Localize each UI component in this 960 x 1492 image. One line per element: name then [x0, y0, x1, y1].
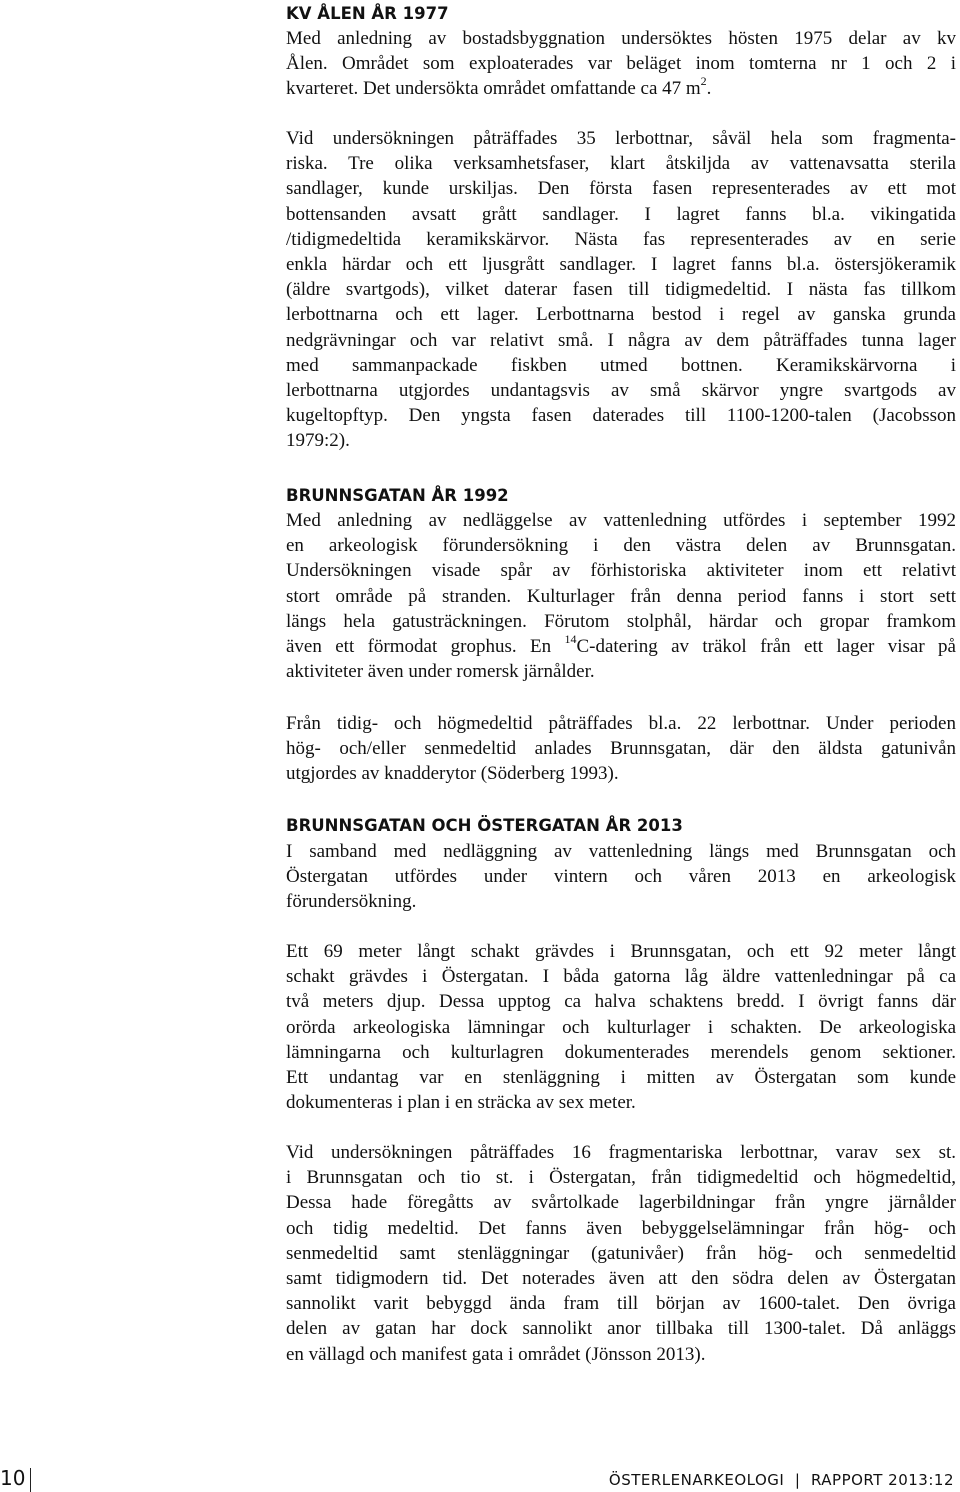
text-line: i Brunnsgatan och tio st. i Östergatan, från tidigmedeltid och högmedeltid, — [286, 1167, 956, 1189]
text-line: kugeltopftyp. Den yngsta fasen daterades till 1100-1200-talen (Jacobsson — [286, 405, 956, 427]
paragraph-brunnsgatan-1992-1 — [286, 508, 956, 684]
text-line: orörda arkeologiska lämningar och kulturlager i schakten. De arkeologiska — [286, 1016, 956, 1038]
text-line: Med anledning av nedläggelse av vattenledning utfördes i september 1992 — [286, 510, 956, 531]
text-line: Undersökningen visade spår av förhistoriska aktiviteter inom ett relativt — [286, 560, 956, 582]
superscript: 14 — [564, 631, 577, 646]
text-line: (äldre svartgods), vilket daterar fasen till tidigmedeltid. I nästa fas tillkom — [286, 279, 956, 301]
paragraph-brunnsgatan-1992-2 — [286, 711, 956, 787]
paragraph-2013-2 — [286, 939, 956, 1115]
text-line: /tidigmedeltida keramikskärvor. Nästa fas representerades av en serie — [286, 228, 956, 250]
text-line: Från tidig- och högmedeltid påträffades bl.a. 22 lerbottnar. Under perioden — [286, 713, 956, 734]
paragraph-kv-alen-2 — [286, 126, 956, 454]
text-line: schakt grävdes i Östergatan. I båda gatorna låg äldre vattenledningar på ca — [286, 966, 956, 988]
text-line: enkla härdar och ett ljusgrått sandlager. I lagret fanns bl.a. östersjökeramik — [286, 254, 956, 276]
footer-divider — [30, 1468, 31, 1492]
text-line: utgjordes av knadderytor (Söderberg 1993). — [286, 763, 619, 785]
text-line: nedgrävningar och var relativt små. I några av dem påträffades tunna lager — [286, 329, 956, 351]
text-line: längs hela gatusträckningen. Förutom stolphål, härdar och gropar framkom — [286, 610, 956, 632]
text-line: Med anledning av bostadsbyggnation undersöktes hösten 1975 delar av kv — [286, 28, 956, 49]
text-line — [286, 631, 956, 659]
paragraph-kv-alen-1 — [286, 26, 956, 102]
section-heading-kv-alen: KV ÅLEN ÅR 1977 — [286, 4, 449, 23]
section-heading-brunnsgatan-1992: BRUNNSGATAN ÅR 1992 — [286, 486, 509, 505]
text-line: en arkeologisk förundersökning i den västra delen av Brunnsgatan. — [286, 535, 956, 557]
text-line: Ett undantag var en stenläggning i mitten av Östergatan som kunde — [286, 1067, 956, 1089]
text-line: Vid undersökningen påträffades 16 fragmentariska lerbottnar, varav sex st. — [286, 1142, 956, 1163]
text-line: sannolikt varit bebyggd ända fram till början av 1600-talet. Den övriga — [286, 1293, 956, 1315]
page-number: 10 — [0, 1466, 26, 1490]
paragraph-2013-1 — [286, 839, 956, 915]
text-line: hög- och/eller senmedeltid anlades Brunnsgatan, där den äldsta gatunivån — [286, 738, 956, 760]
text-line: förundersökning. — [286, 891, 417, 913]
text-line: med sammanpackade fiskben utmed bottnen. Keramikskärvorna i — [286, 354, 956, 376]
text-line: 1979:2). — [286, 430, 350, 452]
text-line: Vid undersökningen påträffades 35 lerbottnar, såväl hela som fragmenta- — [286, 128, 956, 149]
text-line: I samband med nedläggning av vattenledning längs med Brunnsgatan och — [286, 841, 956, 862]
text-line: två meters djup. Dessa upptog ca halva schaktens bredd. I övrigt fanns där — [286, 991, 956, 1013]
text-line: bottensanden avsatt grått sandlager. I lagret fanns bl.a. vikingatida — [286, 203, 956, 225]
text-line: Ålen. Området som exploaterades var beläget inom tomterna nr 1 och 2 i — [286, 53, 956, 75]
text-span: . — [706, 78, 712, 100]
footer-report-label: ÖSTERLENARKEOLOGI | RAPPORT 2013:12 — [608, 1471, 954, 1489]
text-span: kvarteret. Det undersökta området omfattande ca 47 m — [286, 78, 701, 100]
text-line — [286, 76, 956, 101]
text-line: Östergatan utfördes under vintern och våren 2013 en arkeologisk — [286, 866, 956, 888]
text-line: lämningarna och kulturlagren dokumenterades merendels genom sektioner. — [286, 1041, 956, 1063]
text-line: Dessa hade föregåtts av svårtolkade lagerbildningar från yngre järnålder — [286, 1192, 956, 1214]
text-line: aktiviteter även under romersk järnålder. — [286, 661, 595, 683]
text-line: senmedeltid samt stenläggningar (gatunivåer) från hög- och senmedeltid — [286, 1242, 956, 1264]
text-line: samt tidigmodern tid. Det noterades även att den södra delen av Östergatan — [286, 1268, 956, 1290]
text-line: och tidig medeltid. Det fanns även bebyggelselämningar från hög- och — [286, 1217, 956, 1239]
text-line: Ett 69 meter långt schakt grävdes i Brunnsgatan, och ett 92 meter långt — [286, 941, 956, 962]
text-line: lerbottnarna och ett lager. Lerbottnarna bestod i regel av ganska grunda — [286, 304, 956, 326]
text-line: dokumenteras i plan i en sträcka av sex meter. — [286, 1092, 636, 1114]
superscript: 2 — [700, 74, 707, 89]
text-line: en vällagd och manifest gata i området (Jönsson 2013). — [286, 1343, 706, 1365]
text-line: delen av gatan har dock sannolikt anor tillbaka till 1300-talet. Då anläggs — [286, 1318, 956, 1340]
text-line: stort område på stranden. Kulturlager från denna period fanns i stort sett — [286, 585, 956, 607]
section-heading-brunnsgatan-ostergatan-2013: BRUNNSGATAN OCH ÖSTERGATAN ÅR 2013 — [286, 816, 683, 835]
text-span: även ett förmodat grophus. En — [286, 636, 565, 658]
text-line: sandlager, kunde urskiljas. Den första fasen representerades av ett mot — [286, 178, 956, 200]
text-span: C-datering av träkol från ett lager visar på — [576, 636, 956, 658]
text-line: riska. Tre olika verksamhetsfaser, klart åtskiljda av vattenavsatta sterila — [286, 153, 956, 175]
text-line: lerbottnarna utgjordes undantagsvis av små skärvor yngre svartgods av — [286, 380, 956, 402]
paragraph-2013-3 — [286, 1140, 956, 1367]
